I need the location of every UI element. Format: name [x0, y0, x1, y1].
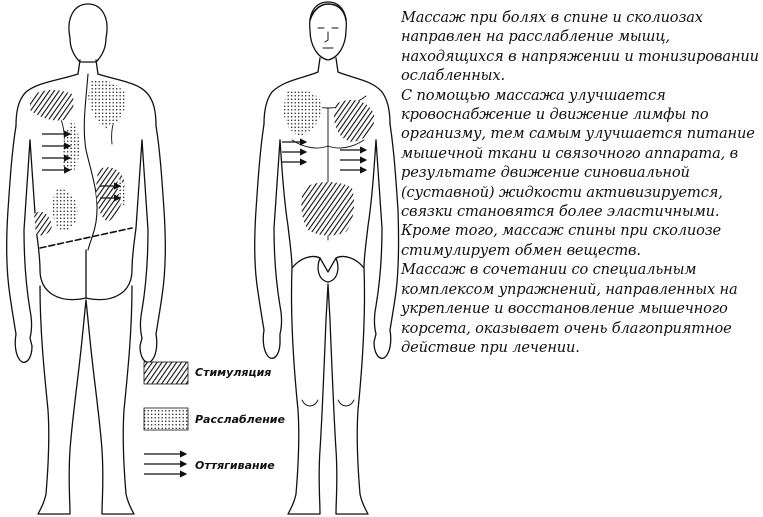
legend-traction-swatch [144, 454, 186, 474]
front-view-figure [255, 2, 399, 514]
front-relaxation-zone-chest-left [284, 90, 322, 136]
front-torso-outline [264, 72, 390, 268]
legend-relaxation-label: Расслабление [195, 413, 285, 426]
back-stimulation-zone-upper-left [30, 90, 74, 121]
front-legs [288, 268, 368, 514]
back-head [69, 4, 107, 62]
legend-traction-label: Оттягивание [195, 459, 275, 472]
front-face-features [318, 28, 338, 48]
front-left-arm [255, 124, 282, 358]
back-relaxation-zone-upper-right [88, 80, 126, 128]
legend-relaxation-swatch [144, 408, 188, 430]
front-knees [302, 400, 354, 406]
paragraph-1: Массаж при болях в спине и сколиозах направлен на расслабление мышц, находящихся в напряжении и тонизировании ослабленных. [401, 9, 759, 85]
legend-stimulation-label: Стимуляция [195, 366, 272, 379]
back-relaxation-zone-lower-left [53, 189, 78, 230]
back-stimulation-zone-low-left [34, 212, 52, 236]
description-text [401, 8, 759, 357]
back-buttocks [40, 250, 132, 300]
back-right-arm [140, 126, 165, 362]
front-stimulation-zone-chest-right [334, 100, 374, 142]
back-view-figure [7, 4, 166, 514]
front-right-arm [374, 124, 399, 358]
front-zones [284, 90, 375, 236]
paragraph-2: С помощью массажа улучшается кровоснабжение и движение лимфы по организму, тем самым улучшается питание мышечной ткани и связочного аппарата, в результате движение синовиальной (суставной) жидкости активизируется, связки становятся более эластичными. Кроме того, массаж спины при сколиозе стимулирует обмен веществ. [401, 86, 755, 259]
legend-stimulation-swatch [144, 362, 188, 384]
back-legs [38, 286, 134, 514]
legend [144, 362, 188, 474]
front-traction-arrows [282, 142, 366, 170]
back-left-arm [7, 126, 32, 362]
back-pelvis-dashed-line [40, 228, 132, 248]
front-groin [292, 256, 364, 282]
front-stimulation-zone-abdomen [301, 182, 354, 236]
paragraph-3: Массаж в сочетании со специальным комплексом упражнений, направленных на укрепление и восстановление мышечного корсета, оказывает очень благоприятное действие при лечении. [401, 261, 738, 356]
